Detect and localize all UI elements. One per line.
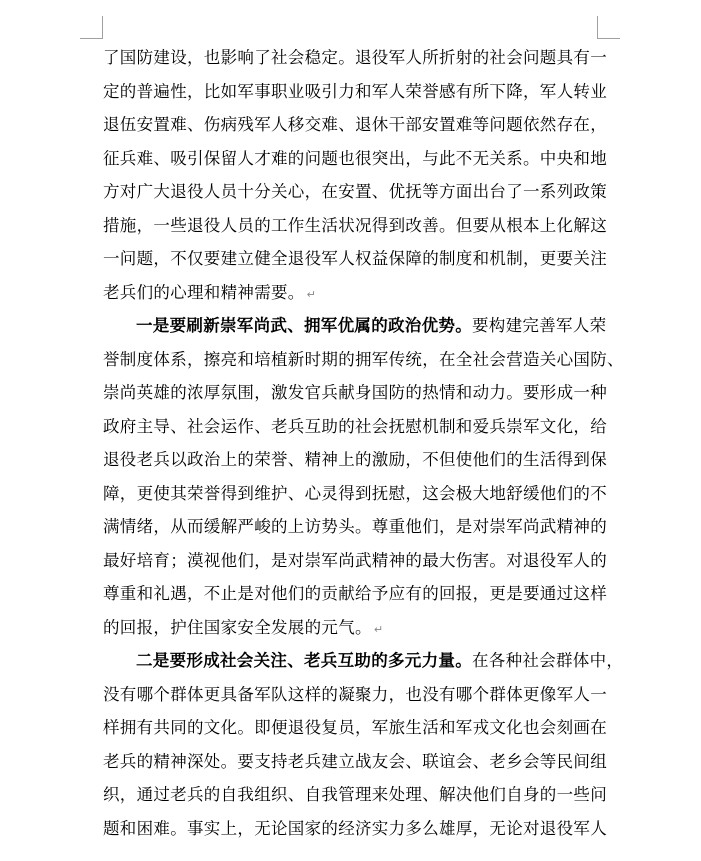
text-line: 措施，一些退役人员的工作生活状况得到改善。但要从根本上化解这 — [103, 215, 607, 235]
text-line: 最好培育；漠视他们，是对崇军尚武精神的最大伤害。对退役军人的 — [103, 550, 607, 570]
text-line-content: 老兵们的心理和精神需要。 — [103, 282, 305, 302]
text-line: 障，更使其荣誉得到维护、心灵得到抚慰，这会极大地舒缓他们的不 — [103, 483, 607, 503]
text-line — [103, 309, 607, 343]
text-line: 尊重和礼遇，不止是对他们的贡献给予应有的回报，更是要通过这样 — [103, 584, 607, 603]
text-line: 方对广大退役人员十分关心，在安置、优抚等方面出台了一系列政策 — [103, 182, 607, 201]
text-line: 政府主导、社会运作、老兵互助的社会抚慰机制和爱兵崇军文化，给 — [103, 416, 607, 436]
text-line — [103, 276, 598, 310]
paragraph-mark-icon: ↵ — [306, 287, 317, 301]
text-line: 织，通过老兵的自我组织、自我管理来处理、解决他们自身的一些问 — [103, 785, 607, 804]
text-line — [103, 611, 598, 645]
text-line: 退役老兵以政治上的荣誉、精神上的激励，不但使他们的生活得到保 — [103, 450, 607, 469]
text-line: 崇尚英雄的浓厚氛围，激发官兵献身国防的热情和动力。要形成一种 — [103, 383, 607, 402]
text-line: 退伍安置难、伤病残军人移交难、退休干部安置难等问题依然存在， — [103, 115, 607, 134]
paragraph-mark-icon: ↵ — [373, 622, 384, 636]
text-line: 了国防建设，也影响了社会稳定。退役军人所折射的社会问题具有一 — [103, 48, 607, 67]
text-line: 满情绪，从而缓解严峻的上访势头。尊重他们，是对崇军尚武精神的 — [103, 517, 607, 536]
bold-heading: 一是要刷新崇军尚武、拥军优属的政治优势。 — [136, 316, 472, 335]
text-line: 老兵的精神深处。要支持老兵建立战友会、联谊会、老乡会等民间组 — [103, 751, 607, 771]
paragraph-1 — [103, 41, 607, 309]
bold-heading: 二是要形成社会关注、老兵互助的多元力量。 — [136, 651, 472, 670]
text-line: 没有哪个群体更具备军队这样的凝聚力，也没有哪个群体更像军人一 — [103, 684, 607, 704]
text-line: 誉制度体系，擦亮和培植新时期的拥军传统，在全社会营造关心国防、 — [103, 349, 624, 369]
text-line — [103, 644, 624, 678]
document-body[interactable] — [103, 41, 624, 845]
text-line: 题和困难。事实上，无论国家的经济实力多么雄厚，无论对退役军人 — [103, 818, 607, 838]
text-line-content: 在各种社会群体中， — [472, 651, 624, 670]
margin-corner-mark-top-right — [597, 16, 620, 39]
margin-corner-mark-top-left — [80, 16, 103, 39]
text-line: 一问题，不仅要建立健全退役军人权益保障的制度和机制，更要关注 — [103, 249, 607, 268]
text-line: 定的普遍性，比如军事职业吸引力和军人荣誉感有所下降，军人转业 — [103, 81, 607, 101]
paragraph-2 — [103, 309, 624, 644]
paragraph-3 — [103, 644, 624, 845]
text-line: 征兵难、吸引保留人才难的问题也很突出，与此不无关系。中央和地 — [103, 148, 607, 168]
text-line: 样拥有共同的文化。即便退役复员，军旅生活和军戎文化也会刻画在 — [103, 718, 607, 737]
text-line-content: 的回报，护住国家安全发展的元气。 — [103, 617, 372, 637]
text-line-content: 要构建完善军人荣 — [472, 316, 607, 335]
